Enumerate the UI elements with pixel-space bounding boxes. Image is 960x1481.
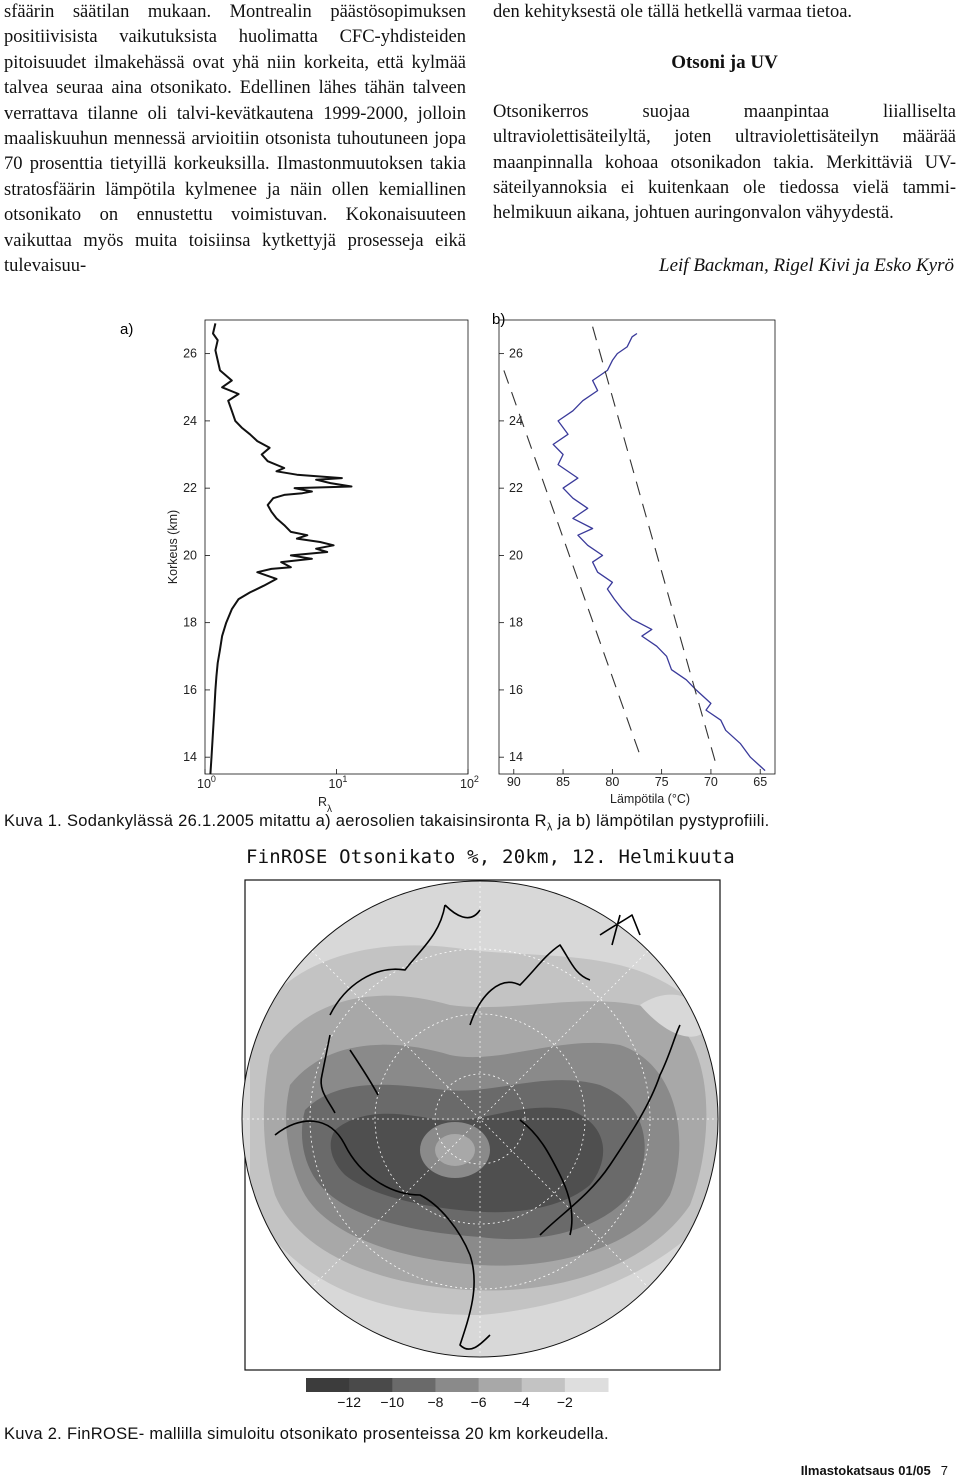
panel-b-yticks bbox=[499, 347, 523, 765]
panel-b-label: b) bbox=[492, 311, 506, 328]
colorbar-swatch bbox=[392, 1378, 436, 1392]
figure-2-caption: Kuva 2. FinROSE- mallilla simuloitu otsonikato prosenteissa 20 km korkeudella. bbox=[4, 1425, 609, 1443]
ytick-label: 16 bbox=[183, 682, 197, 697]
author-byline: Leif Backman, Rigel Kivi ja Esko Kyrö bbox=[659, 254, 954, 276]
colorbar bbox=[306, 1378, 609, 1392]
panel-a-ylabel: Korkeus (km) bbox=[166, 509, 180, 585]
xtick-label: 65 bbox=[753, 775, 768, 789]
xtick-label: 90 bbox=[506, 775, 521, 789]
panel-a-xticks bbox=[197, 769, 479, 791]
colorbar-labels bbox=[337, 1394, 573, 1410]
panel-b-frame bbox=[499, 320, 775, 774]
panel-a-backscatter-line bbox=[210, 323, 351, 774]
ozone-contours bbox=[242, 881, 720, 1357]
ytick-label: 22 bbox=[509, 481, 523, 496]
figure-1-caption: Kuva 1. Sodankylässä 26.1.2005 mitattu a) aerosolien takaisinsironta $R_\lambda$ ja b) lämpötilan pystyprofiili. bbox=[4, 812, 770, 834]
contour-pole-core bbox=[435, 1134, 475, 1166]
xtick-label: 75 bbox=[654, 775, 669, 789]
left-text-column bbox=[4, 0, 466, 279]
colorbar-swatch bbox=[435, 1378, 479, 1392]
colorbar-label: −6 bbox=[470, 1394, 487, 1410]
panel-a-label: a) bbox=[120, 321, 134, 338]
right-text-column bbox=[493, 0, 956, 278]
xtick-label: $10^2$ bbox=[460, 774, 479, 791]
colorbar-label: −4 bbox=[513, 1394, 530, 1410]
colorbar-label: −2 bbox=[556, 1394, 573, 1410]
page-footer bbox=[801, 1463, 948, 1478]
ytick-label: 26 bbox=[509, 346, 523, 361]
body-paragraph: sfäärin säätilan mukaan. Montrealin päästösopimuksen positiivisista vaikutuksista huolimatta CFC-yhdisteiden pitoisuudet ilmakehässä ovat yhä niin korkeita, että kylmää talvea seuraa aina otsonikato. Edellinen lähes tähän talveen verrattava tilanne oli talvi-kevätkautena 1999-2000, jolloin maaliskuuhun mennessä arvioitiin otsonista tuhoutuneen jopa 70 prosenttia tietyillä korkeuksilla. Ilmastonmuutoksen takia stratosfäärin lämpötila kylmenee ja näin ollen kemiallinen otsonikato on ennustettu voimistuvan. Kokonaisuuteen vaikuttaa myös muita toisiinsa kytkettyjä prosesseja eikä tulevaisuu- bbox=[4, 2, 466, 277]
colorbar-swatch bbox=[522, 1378, 566, 1392]
colorbar-swatch bbox=[565, 1378, 609, 1392]
xtick-label: 80 bbox=[605, 775, 620, 789]
ytick-label: 20 bbox=[509, 548, 523, 563]
panel-b-lines bbox=[504, 327, 765, 771]
xtick-label: $10^1$ bbox=[328, 774, 348, 791]
section-heading: Otsoni ja UV bbox=[671, 52, 778, 74]
colorbar-swatch bbox=[306, 1378, 350, 1392]
publication-name: Ilmastokatsaus 01/05 bbox=[800, 1463, 931, 1478]
colorbar-label: −8 bbox=[427, 1394, 444, 1410]
colorbar-label: −10 bbox=[380, 1394, 405, 1410]
panel-b-temperature-line bbox=[553, 334, 765, 771]
panel-b-dashed-reference-line bbox=[504, 370, 642, 760]
ytick-label: 26 bbox=[183, 346, 197, 361]
ytick-label: 24 bbox=[183, 413, 197, 428]
ytick-label: 20 bbox=[183, 548, 197, 563]
map-title: FinROSE Otsonikato %, 20km, 12. Helmikuuta bbox=[246, 846, 735, 868]
ytick-label: 18 bbox=[183, 615, 197, 630]
xtick-label: 85 bbox=[556, 775, 571, 789]
body-paragraph: Otsonikerros suojaa maanpintaa liialliselta ultraviolettisäteilyltä, joten ultraviolettisäteilyn määrää maanpinnalla kohoaa otsonikadon takia. Merkittäviä UV-säteilyannoksia ei kuitenkaan ole tiedossa vielä tammi- helmikuun aikana, johtuen auringonvalon vähyydestä. bbox=[493, 101, 956, 224]
xtick-label: 70 bbox=[703, 775, 718, 789]
panel-b-xlabel: Lämpötila (°C) bbox=[610, 792, 691, 806]
colorbar-swatch bbox=[349, 1378, 393, 1392]
body-paragraph-continued: den kehityksestä ole tällä hetkellä varmaa tietoa. bbox=[493, 2, 853, 22]
panel-a-xlabel: $R_\lambda$ bbox=[318, 795, 333, 815]
ytick-label: 18 bbox=[509, 615, 523, 630]
figure-2-ozone-map bbox=[0, 875, 960, 1415]
ytick-label: 14 bbox=[183, 750, 197, 765]
panel-b-xticks bbox=[507, 769, 767, 789]
xtick-label: $10^0$ bbox=[197, 774, 216, 791]
figure-1-charts bbox=[0, 300, 960, 815]
ytick-label: 22 bbox=[183, 481, 197, 496]
colorbar-swatch bbox=[479, 1378, 523, 1392]
panel-a-yticks bbox=[183, 347, 210, 765]
page-number: 7 bbox=[940, 1463, 948, 1478]
ytick-label: 24 bbox=[509, 413, 523, 428]
panel-a-frame bbox=[205, 320, 468, 774]
ytick-label: 16 bbox=[509, 682, 523, 697]
ytick-label: 14 bbox=[509, 750, 523, 765]
colorbar-label: −12 bbox=[337, 1394, 362, 1410]
panel-b-dashed-reference-line bbox=[593, 327, 716, 764]
